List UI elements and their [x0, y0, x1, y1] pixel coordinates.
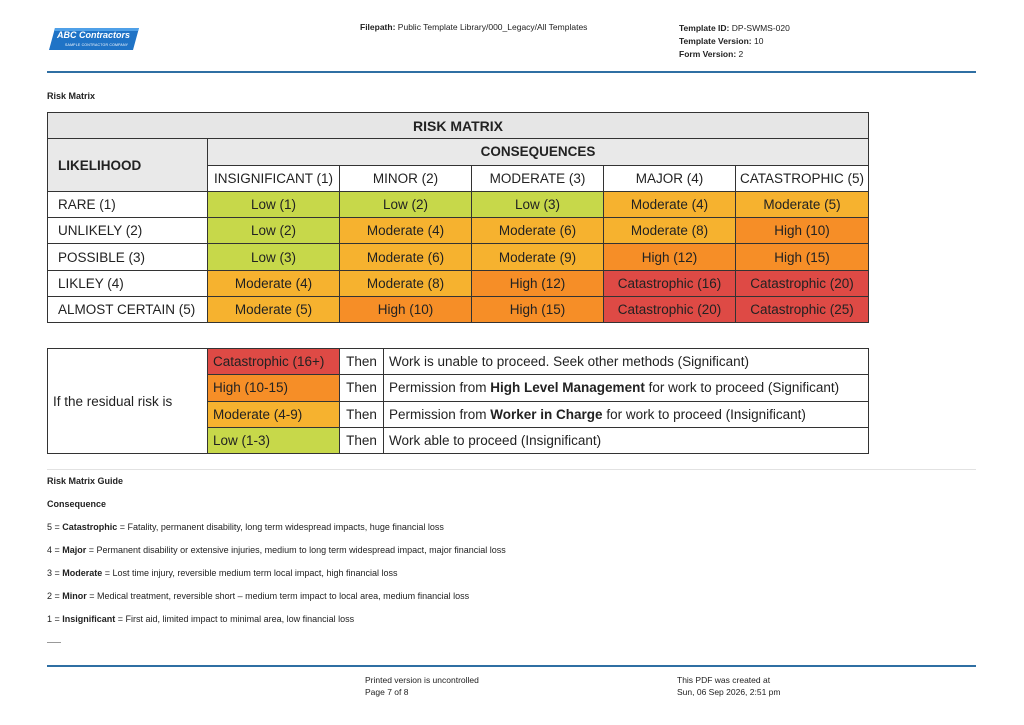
created-label: This PDF was created at	[677, 675, 771, 685]
action-text: for work to proceed (Insignificant)	[602, 406, 806, 422]
risk-cell: High (15)	[736, 244, 869, 270]
guide-title: Risk Matrix Guide	[47, 476, 124, 486]
risk-cell: Catastrophic (20)	[736, 270, 869, 296]
matrix-row	[48, 297, 869, 323]
risk-cell: High (10)	[340, 297, 472, 323]
risk-cell: Low (3)	[208, 244, 340, 270]
then-label: Then	[340, 427, 384, 453]
guide-item	[47, 545, 506, 555]
template-id-value: DP-SWMS-020	[731, 23, 790, 33]
risk-cell: Moderate (6)	[472, 218, 604, 244]
risk-cell: Catastrophic (16)	[604, 270, 736, 296]
risk-cell: Low (2)	[208, 218, 340, 244]
risk-cell: Moderate (5)	[736, 191, 869, 217]
risk-cell: Moderate (8)	[604, 218, 736, 244]
risk-cell: Moderate (4)	[604, 191, 736, 217]
column-header: MODERATE (3)	[472, 165, 604, 191]
matrix-title: RISK MATRIX	[48, 113, 869, 139]
footer-divider	[47, 665, 976, 667]
risk-cell: High (12)	[472, 270, 604, 296]
section-divider	[47, 469, 976, 470]
risk-cell: Low (3)	[472, 191, 604, 217]
guide-item	[47, 522, 444, 532]
guide-term: Major	[62, 545, 87, 555]
row-header: RARE (1)	[48, 191, 208, 217]
risk-cell: High (15)	[472, 297, 604, 323]
action-text: for work to proceed (Significant)	[644, 380, 840, 396]
guide-term: Minor	[62, 591, 87, 601]
then-label: Then	[340, 401, 384, 427]
matrix-row	[48, 270, 869, 296]
risk-cell: Moderate (8)	[340, 270, 472, 296]
row-header: POSSIBLE (3)	[48, 244, 208, 270]
risk-cell: Catastrophic (20)	[604, 297, 736, 323]
guide-desc: = Permanent disability or extensive injuries, medium to long term widespread impact, major financial loss	[86, 545, 506, 555]
residual-action	[384, 375, 869, 401]
residual-action	[384, 427, 869, 453]
guide-number: 4 =	[47, 545, 63, 555]
guide-number: 2 =	[47, 591, 63, 601]
residual-row	[48, 349, 869, 375]
likelihood-header: LIKELIHOOD	[48, 139, 208, 192]
action-authority: High Level Management	[490, 380, 645, 396]
residual-intro: If the residual risk is	[48, 349, 208, 454]
action-text: Permission from	[389, 406, 491, 422]
matrix-row	[48, 191, 869, 217]
column-header: INSIGNIFICANT (1)	[208, 165, 340, 191]
template-id-label: Template ID:	[679, 23, 730, 33]
form-version-value: 2	[738, 49, 744, 59]
row-header: ALMOST CERTAIN (5)	[48, 297, 208, 323]
filepath	[360, 22, 587, 32]
risk-cell: High (10)	[736, 218, 869, 244]
consequences-header: CONSEQUENCES	[208, 139, 869, 165]
residual-rating: Low (1-3)	[208, 427, 340, 453]
logo-subtext: SAMPLE CONTRACTOR COMPANY	[65, 43, 129, 47]
risk-cell: Moderate (6)	[340, 244, 472, 270]
guide-item	[47, 568, 397, 578]
guide-number: 5 =	[47, 522, 63, 532]
footer-left	[365, 674, 479, 698]
guide-desc: = Lost time injury, reversible medium term local impact, high financial loss	[102, 568, 398, 578]
matrix-row	[48, 244, 869, 270]
residual-action	[384, 349, 869, 375]
logo-text: ABC Contractors	[57, 30, 131, 40]
action-text: Work is unable to proceed. Seek other methods (Significant)	[389, 354, 749, 370]
action-text: Permission from	[389, 380, 491, 396]
guide-item	[47, 591, 469, 601]
section-title: Risk Matrix	[47, 91, 96, 101]
page-header	[47, 18, 976, 70]
risk-cell: Moderate (9)	[472, 244, 604, 270]
uncontrolled-notice: Printed version is uncontrolled	[365, 675, 479, 685]
form-version-label: Form Version:	[679, 49, 737, 59]
residual-risk-table	[47, 348, 869, 454]
risk-cell: Low (2)	[340, 191, 472, 217]
then-label: Then	[340, 349, 384, 375]
residual-rating: Catastrophic (16+)	[208, 349, 340, 375]
matrix-row	[48, 218, 869, 244]
template-info	[679, 22, 790, 61]
header-divider	[47, 71, 976, 73]
residual-rating: Moderate (4-9)	[208, 401, 340, 427]
guide-number: 1 =	[47, 614, 63, 624]
row-header: LIKLEY (4)	[48, 270, 208, 296]
action-authority: Worker in Charge	[490, 406, 603, 422]
guide-number: 3 =	[47, 568, 63, 578]
end-marker	[47, 642, 61, 643]
page-number: Page 7 of 8	[365, 687, 409, 697]
risk-cell: Moderate (5)	[208, 297, 340, 323]
template-version-value: 10	[753, 36, 764, 46]
risk-cell: Low (1)	[208, 191, 340, 217]
guide-term: Moderate	[62, 568, 103, 578]
residual-rating: High (10-15)	[208, 375, 340, 401]
filepath-label: Filepath:	[360, 22, 396, 32]
row-header: UNLIKELY (2)	[48, 218, 208, 244]
risk-matrix-table	[47, 112, 869, 323]
guide-desc: = Medical treatment, reversible short – medium term impact to local area, medium financial loss	[86, 591, 470, 601]
created-timestamp: Sun, 06 Sep 2026, 2:51 pm	[677, 687, 781, 697]
guide-term: Catastrophic	[62, 522, 118, 532]
consequence-title: Consequence	[47, 499, 107, 509]
guide-term: Insignificant	[62, 614, 116, 624]
guide-desc: = Fatality, permanent disability, long term widespread impacts, huge financial loss	[117, 522, 444, 532]
residual-action	[384, 401, 869, 427]
filepath-value: Public Template Library/000_Legacy/All Templates	[397, 22, 588, 32]
footer-right	[677, 674, 781, 698]
then-label: Then	[340, 375, 384, 401]
risk-cell: Catastrophic (25)	[736, 297, 869, 323]
risk-cell: Moderate (4)	[340, 218, 472, 244]
risk-cell: High (12)	[604, 244, 736, 270]
column-header: MAJOR (4)	[604, 165, 736, 191]
guide-desc: = First aid, limited impact to minimal area, low financial loss	[115, 614, 355, 624]
risk-cell: Moderate (4)	[208, 270, 340, 296]
column-header: CATASTROPHIC (5)	[736, 165, 869, 191]
guide-item	[47, 614, 354, 624]
template-version-label: Template Version:	[679, 36, 752, 46]
action-text: Work able to proceed (Insignificant)	[389, 433, 602, 449]
column-header: MINOR (2)	[340, 165, 472, 191]
